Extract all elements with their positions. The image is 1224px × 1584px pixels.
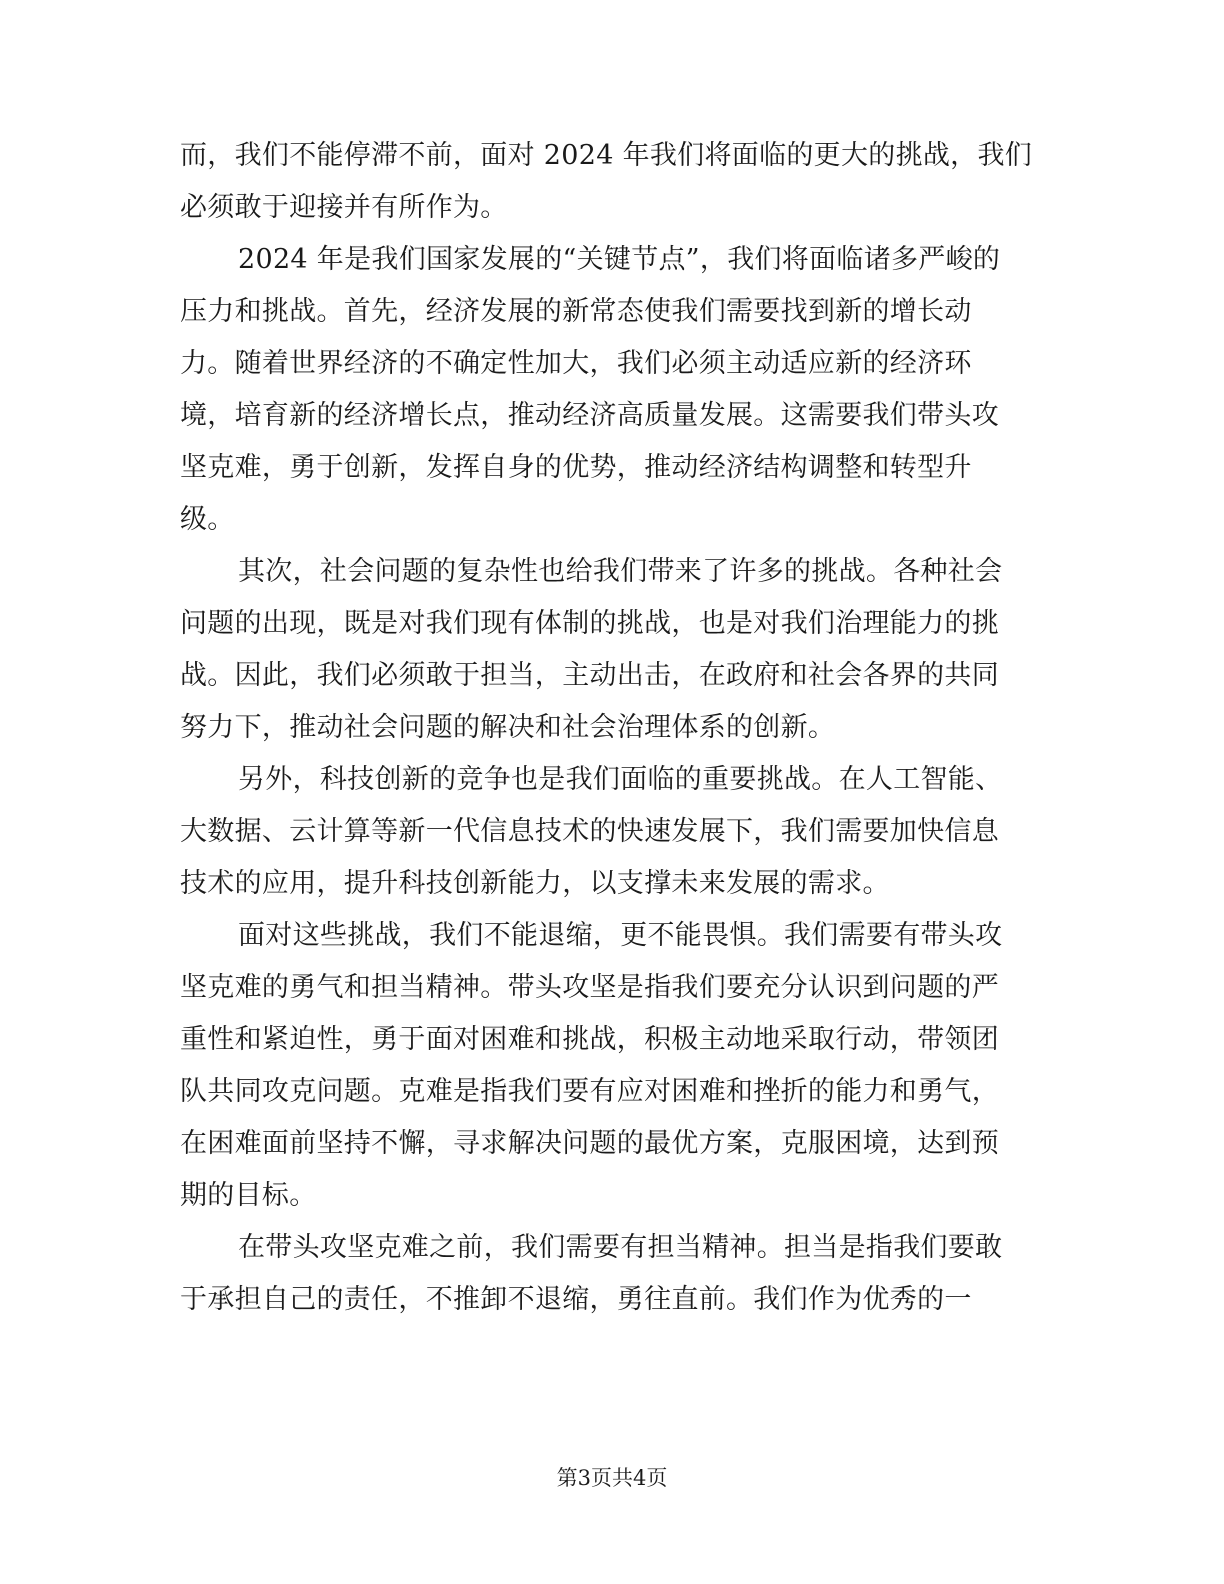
text-line: 面对这些挑战，我们不能退缩，更不能畏惧。我们需要有带头攻 [238,920,1003,951]
text-line: 其次，社会问题的复杂性也给我们带来了许多的挑战。各种社会 [238,556,1003,587]
text-line: 境，培育新的经济增长点，推动经济高质量发展。这需要我们带头攻 [180,400,999,431]
body-text [180,130,1044,1326]
text-line: 必须敢于迎接并有所作为。 [180,192,508,223]
text-line: 力。随着世界经济的不确定性加大，我们必须主动适应新的经济环 [180,348,972,379]
text-line: 在困难面前坚持不懈，寻求解决问题的最优方案，克服困境，达到预 [180,1128,999,1159]
text-line: 重性和紧迫性，勇于面对困难和挑战，积极主动地采取行动，带领团 [180,1024,999,1055]
text-line: 战。因此，我们必须敢于担当，主动出击，在政府和社会各界的共同 [180,660,999,691]
text-line: 2024 年是我们国家发展的“关键节点”，我们将面临诸多严峻的 [238,244,1001,275]
text-line: 期的目标。 [180,1180,317,1211]
text-line: 努力下，推动社会问题的解决和社会治理体系的创新。 [180,712,836,743]
text-line: 级。 [180,504,235,535]
text-line: 而，我们不能停滞不前，面对 2024 年我们将面临的更大的挑战，我们 [180,140,1033,171]
text-line: 技术的应用，提升科技创新能力，以支撑未来发展的需求。 [180,868,890,899]
text-line: 坚克难的勇气和担当精神。带头攻坚是指我们要充分认识到问题的严 [180,972,999,1003]
text-line: 于承担自己的责任，不推卸不退缩，勇往直前。我们作为优秀的一 [180,1284,972,1315]
page-number-footer: 第3页共4页 [556,1466,668,1490]
text-line: 另外，科技创新的竞争也是我们面临的重要挑战。在人工智能、 [238,764,1003,795]
text-line: 在带头攻坚克难之前，我们需要有担当精神。担当是指我们要敢 [238,1232,1003,1263]
text-line: 坚克难，勇于创新，发挥自身的优势，推动经济结构调整和转型升 [180,452,972,483]
text-line: 大数据、云计算等新一代信息技术的快速发展下，我们需要加快信息 [180,816,999,847]
text-line: 压力和挑战。首先，经济发展的新常态使我们需要找到新的增长动 [180,296,972,327]
text-line: 问题的出现，既是对我们现有体制的挑战，也是对我们治理能力的挑 [180,608,999,639]
text-line: 队共同攻克问题。克难是指我们要有应对困难和挫折的能力和勇气， [180,1076,999,1107]
